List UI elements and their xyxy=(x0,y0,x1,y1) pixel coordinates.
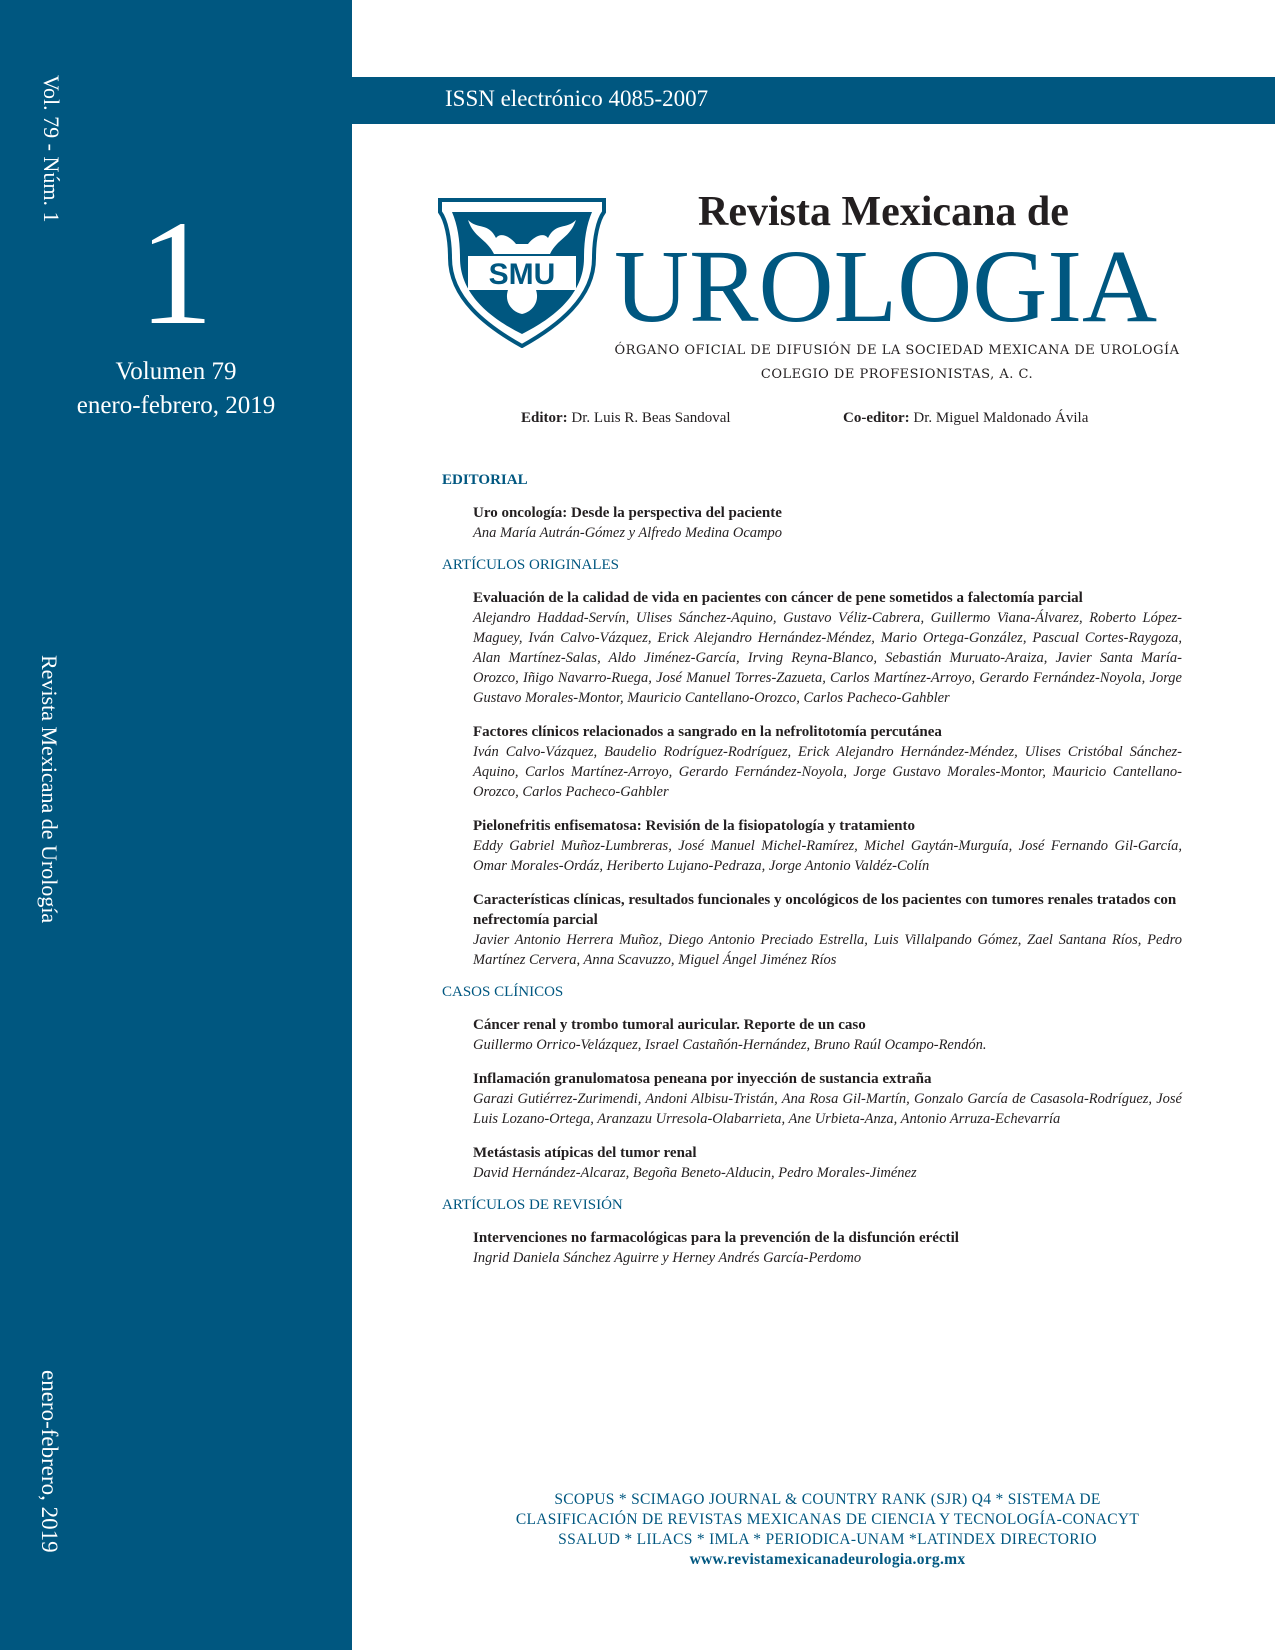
editor-name: Dr. Luis R. Beas Sandoval xyxy=(567,410,731,426)
journal-title-vertical: Revista Mexicana de Urología xyxy=(37,655,62,924)
article-title: Intervenciones no farmacológicas para la prevención de la disfunción eréctil xyxy=(473,1230,959,1246)
toc-section-editorial xyxy=(442,472,1182,543)
toc-article[interactable] xyxy=(473,1143,1182,1183)
article-title: Evaluación de la calidad de vida en pacientes con cáncer de pene sometidos a falectomía parcial xyxy=(473,590,1083,606)
issue-number: 1 xyxy=(138,190,214,356)
article-authors: David Hernández-Alcaraz, Begoña Beneto-Alducin, Pedro Morales-Jiménez xyxy=(473,1165,917,1181)
article-authors: Garazi Gutiérrez-Zurimendi, Andoni Albisu-Tristán, Ana Rosa Gil-Martín, Gonzalo García de Casasola-Rodríguez, José Luis Lozano-Ortega, Aranzazu Urresola-Olabarrieta, Ane Urbieta-Anza, Antonio Arruza-Echevarría xyxy=(473,1091,1182,1127)
toc-article[interactable] xyxy=(473,503,1182,543)
article-title: Pielonefritis enfisematosa: Revisión de la fisiopatología y tratamiento xyxy=(473,818,916,834)
organ-statement-line2: COLEGIO DE PROFESIONISTAS, A. C. xyxy=(760,367,1034,382)
article-authors: Ana María Autrán-Gómez y Alfredo Medina Ocampo xyxy=(473,525,783,541)
toc-article[interactable] xyxy=(473,1069,1182,1129)
volume-label: Volumen 79 xyxy=(115,358,237,385)
article-title: Uro oncología: Desde la perspectiva del paciente xyxy=(473,505,782,521)
article-title: Metástasis atípicas del tumor renal xyxy=(473,1145,697,1161)
editor-label: Editor: xyxy=(521,410,568,426)
article-authors: Iván Calvo-Vázquez, Baudelio Rodríguez-Rodríguez, Erick Alejandro Hernández-Méndez, Ulises Cristóbal Sánchez-Aquino, Carlos Martínez-Arroyo, Gerardo Fernández-Noyola, Jorge Gustavo Morales-Montor, Mauricio Cantellano-Orozco, Carlos Pacheco-Gahbler xyxy=(473,744,1182,800)
article-authors: Guillermo Orrico-Velázquez, Israel Castañón-Hernández, Bruno Raúl Ocampo-Rendón. xyxy=(473,1037,987,1053)
toc-article[interactable] xyxy=(473,816,1182,876)
article-authors: Javier Antonio Herrera Muñoz, Diego Antonio Preciado Estrella, Luis Villalpando Gómez, Zael Santana Ríos, Pedro Martínez Cervera, Anna Scavuzzo, Miguel Ángel Jiménez Ríos xyxy=(473,932,1182,968)
indexing-line: CLASIFICACIÓN DE REVISTAS MEXICANAS DE CIENCIA Y TECNOLOGÍA-CONACYT xyxy=(515,1511,1140,1528)
toc-section-revision xyxy=(442,1197,1182,1268)
issue-date-vertical: enero-febrero, 2019 xyxy=(37,1370,62,1553)
editor-credit xyxy=(521,410,731,427)
coeditor-credit xyxy=(843,410,1088,427)
article-authors: Ingrid Daniela Sánchez Aguirre y Herney Andrés García-Perdomo xyxy=(473,1250,862,1266)
svg-text:SMU: SMU xyxy=(488,258,556,291)
issue-date: enero-febrero, 2019 xyxy=(76,392,276,419)
indexing-footer xyxy=(380,1490,1275,1570)
toc-article[interactable] xyxy=(473,890,1182,970)
toc-section-casos xyxy=(442,984,1182,1183)
section-heading: EDITORIAL xyxy=(442,472,528,488)
organ-statement-line1: ÓRGANO OFICIAL DE DIFUSIÓN DE LA SOCIEDAD MEXICANA DE UROLOGÍA xyxy=(614,343,1180,358)
table-of-contents xyxy=(442,472,1182,1282)
article-title: Características clínicas, resultados funcionales y oncológicos de los pacientes con tumores renales tratados con nefrectomía parcial xyxy=(473,892,1177,928)
article-title: Inflamación granulomatosa peneana por inyección de sustancia extraña xyxy=(473,1071,932,1087)
section-heading: CASOS CLÍNICOS xyxy=(442,984,564,1000)
journal-website-link[interactable]: www.revistamexicanadeurologia.org.mx xyxy=(689,1551,966,1568)
article-title: Cáncer renal y trombo tumoral auricular. Reporte de un caso xyxy=(473,1017,866,1033)
coeditor-label: Co-editor: xyxy=(843,410,910,426)
indexing-line: SSALUD * LILACS * IMLA * PERIODICA-UNAM *LATINDEX DIRECTORIO xyxy=(558,1531,1097,1548)
toc-article[interactable] xyxy=(473,1228,1182,1268)
article-authors: Alejandro Haddad-Servín, Ulises Sánchez-Aquino, Gustavo Véliz-Cabrera, Guillermo Viana-Álvarez, Roberto López-Maguey, Iván Calvo-Vázquez, Erick Alejandro Hernández-Méndez, Mario Ortega-González, Pascual Cortes-Raygoza, Alan Martínez-Salas, Aldo Jiménez-García, Irving Reyna-Blanco, Sebastián Muruato-Araiza, Javier Santa María-Orozco, Iñigo Navarro-Ruega, José Manuel Torres-Zazueta, Carlos Martínez-Arroyo, Gerardo Fernández-Noyola, Jorge Gustavo Morales-Montor, Mauricio Cantellano-Orozco, Carlos Pacheco-Gahbler xyxy=(473,610,1182,706)
journal-title-urologia: UROLOGIA xyxy=(614,229,1158,344)
article-authors: Eddy Gabriel Muñoz-Lumbreras, José Manuel Michel-Ramírez, Michel Gaytán-Murguía, José Fernando Gil-García, Omar Morales-Ordáz, Heriberto Lujano-Pedraza, Jorge Antonio Valdéz-Colín xyxy=(473,838,1182,874)
article-title: Factores clínicos relacionados a sangrado en la nefrolitotomía percutánea xyxy=(473,724,942,740)
toc-article[interactable] xyxy=(473,722,1182,802)
section-heading: ARTÍCULOS DE REVISIÓN xyxy=(442,1197,623,1213)
volume-number-vertical: Vol. 79 - Núm. 1 xyxy=(39,75,64,223)
toc-section-originales xyxy=(442,557,1182,970)
issn-label: ISSN electrónico 4085-2007 xyxy=(445,86,709,111)
indexing-line: SCOPUS * SCIMAGO JOURNAL & COUNTRY RANK (SJR) Q4 * SISTEMA DE xyxy=(554,1491,1101,1508)
journal-title-line1: Revista Mexicana de xyxy=(698,189,1069,235)
smu-shield-logo-icon xyxy=(438,198,606,348)
section-heading: ARTÍCULOS ORIGINALES xyxy=(442,557,620,573)
coeditor-name: Dr. Miguel Maldonado Ávila xyxy=(909,410,1089,426)
toc-article[interactable] xyxy=(473,588,1182,708)
toc-article[interactable] xyxy=(473,1015,1182,1055)
